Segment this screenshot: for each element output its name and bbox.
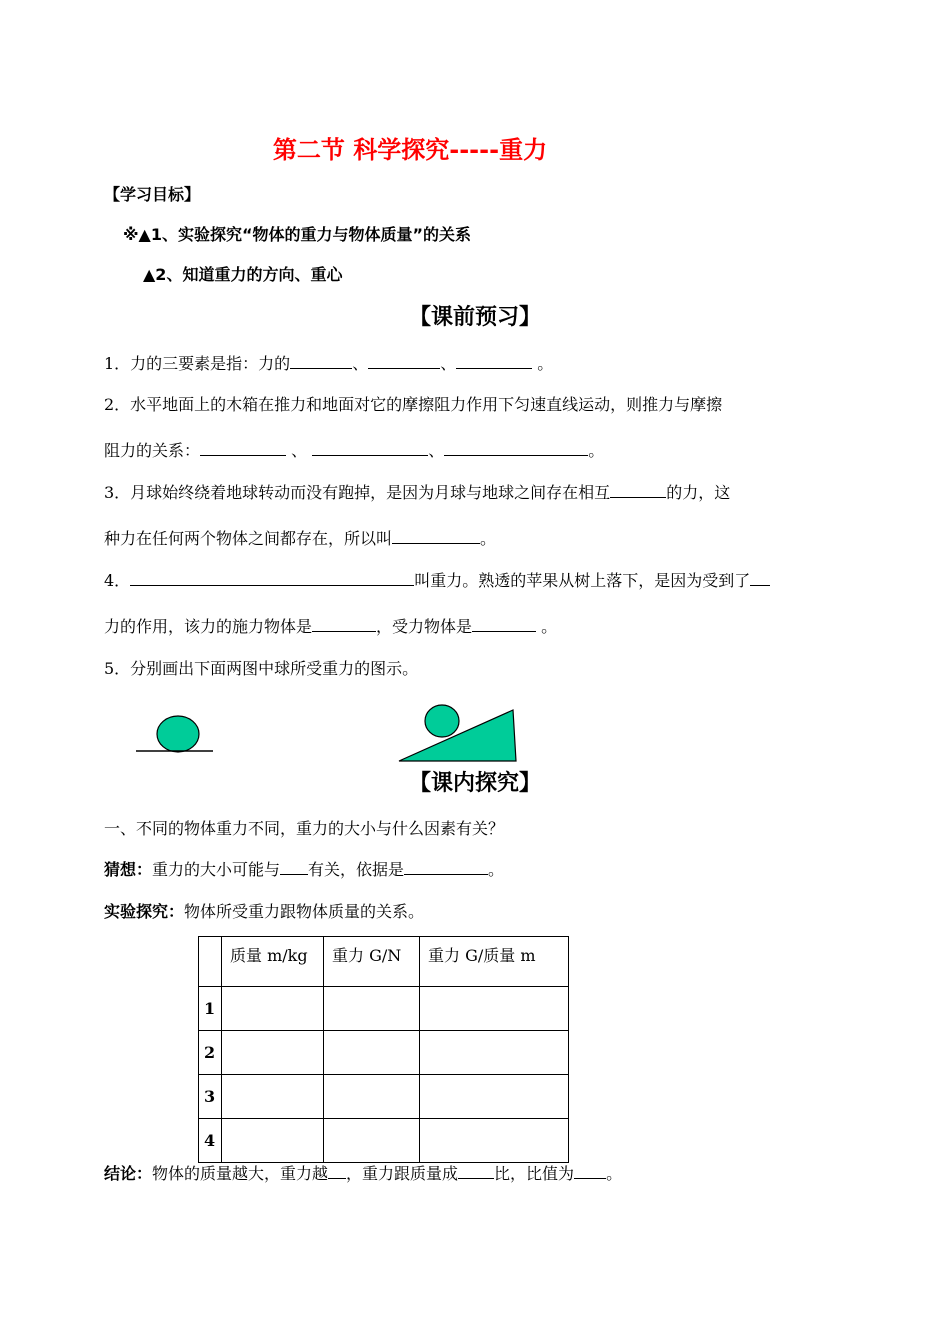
- ball-on-ground: [136, 716, 213, 752]
- blank[interactable]: [610, 481, 666, 498]
- conclusion-end: 。: [606, 1164, 623, 1183]
- blank[interactable]: [750, 569, 770, 586]
- row-number: 1: [199, 987, 222, 1031]
- preview-heading: 【课前预习】: [408, 305, 541, 330]
- q1-text: 1．力的三要素是指：力的: [104, 354, 291, 373]
- table-cell[interactable]: [420, 1075, 569, 1119]
- q3-text: 种力在任何两个物体之间都存在，所以叫: [104, 529, 393, 548]
- table-cell[interactable]: [420, 1119, 569, 1163]
- ball-icon: [157, 716, 199, 752]
- guess-text: 重力的大小可能与: [152, 860, 281, 879]
- question-2-line2: [104, 438, 604, 461]
- table-header-cell: 重力 G/N: [324, 937, 420, 987]
- table-cell[interactable]: [420, 1031, 569, 1075]
- table-cell[interactable]: [222, 1119, 324, 1163]
- objectives-heading: 【学习目标】: [104, 185, 201, 204]
- guess-line: [104, 857, 504, 880]
- blank[interactable]: [130, 569, 414, 586]
- conclusion-line: [104, 1161, 622, 1184]
- blank[interactable]: [328, 1162, 346, 1179]
- q4-text: ，受力物体是: [376, 617, 473, 636]
- guess-text: 有关，依据是: [308, 860, 405, 879]
- blank[interactable]: [312, 439, 428, 456]
- q1-sep: 、: [352, 354, 369, 373]
- q2-end: 。: [588, 441, 605, 460]
- blank[interactable]: [368, 352, 440, 369]
- q2-sep: 、: [286, 441, 308, 460]
- row-number: 3: [199, 1075, 222, 1119]
- ball-on-incline: [399, 705, 516, 761]
- table-header-cell: 质量 m/kg: [222, 937, 324, 987]
- table-cell[interactable]: [222, 1075, 324, 1119]
- experiment-label: 实验探究：: [104, 902, 185, 921]
- table-cell[interactable]: [222, 987, 324, 1031]
- blank[interactable]: [456, 352, 532, 369]
- table-row: [199, 987, 569, 1031]
- experiment-line: [104, 899, 424, 922]
- data-table: [198, 936, 569, 1163]
- question-2-line1: 2．水平地面上的木箱在推力和地面对它的摩擦阻力作用下匀速直线运动，则推力与摩擦: [104, 395, 723, 414]
- table-row: [199, 1119, 569, 1163]
- question-4-line1: [104, 568, 770, 591]
- conclusion-text: ，重力跟质量成: [346, 1164, 459, 1183]
- row-number: 2: [199, 1031, 222, 1075]
- blank[interactable]: [472, 615, 536, 632]
- q4-end: 。: [536, 617, 558, 636]
- table-header-cell: [199, 937, 222, 987]
- table-row: [199, 1075, 569, 1119]
- q3-text: 3．月球始终绕着地球转动而没有跑掉，是因为月球与地球之间存在相互: [104, 483, 611, 502]
- table-cell[interactable]: [324, 1031, 420, 1075]
- table-header-row: [199, 937, 569, 987]
- question-4-line2: [104, 614, 557, 637]
- q4-text: 叫重力。熟透的苹果从树上落下，是因为受到了: [414, 571, 751, 590]
- conclusion-text: 比，比值为: [494, 1164, 575, 1183]
- objective-item-1: ※▲1、实验探究“物体的重力与物体质量”的关系: [123, 225, 472, 244]
- table-cell[interactable]: [324, 987, 420, 1031]
- gravity-diagram: [130, 700, 550, 770]
- q2-sep: 、: [428, 441, 445, 460]
- page-title: 第二节 科学探究-----重力: [272, 136, 548, 164]
- q3-text: 的力，这: [666, 483, 731, 502]
- row-number: 4: [199, 1119, 222, 1163]
- conclusion-label: 结论：: [104, 1164, 153, 1183]
- q1-sep: 、: [440, 354, 457, 373]
- q4-text: 4．: [104, 571, 131, 590]
- inclass-heading: 【课内探究】: [408, 771, 541, 796]
- table-cell[interactable]: [420, 987, 569, 1031]
- guess-label: 猜想：: [104, 860, 153, 879]
- blank[interactable]: [392, 527, 480, 544]
- ball-icon: [425, 705, 459, 737]
- blank[interactable]: [280, 858, 308, 875]
- blank[interactable]: [312, 615, 376, 632]
- guess-end: 。: [488, 860, 505, 879]
- table-row: [199, 1031, 569, 1075]
- question-3-line2: [104, 526, 496, 549]
- experiment-text: 物体所受重力跟物体质量的关系。: [184, 902, 425, 921]
- q3-end: 。: [480, 529, 497, 548]
- question-3-line1: [104, 480, 730, 503]
- blank[interactable]: [404, 858, 488, 875]
- inclass-question-1: 一、不同的物体重力不同，重力的大小与什么因素有关？: [104, 819, 505, 838]
- q4-text: 力的作用，该力的施力物体是: [104, 617, 313, 636]
- blank[interactable]: [444, 439, 588, 456]
- blank[interactable]: [200, 439, 286, 456]
- table-cell[interactable]: [324, 1075, 420, 1119]
- question-5: 5．分别画出下面两图中球所受重力的图示。: [104, 659, 419, 678]
- table-header-cell: 重力 G/质量 m: [420, 937, 569, 987]
- question-1: [104, 351, 553, 374]
- conclusion-text: 物体的质量越大，重力越: [152, 1164, 329, 1183]
- table-cell[interactable]: [222, 1031, 324, 1075]
- blank[interactable]: [458, 1162, 494, 1179]
- blank[interactable]: [290, 352, 352, 369]
- objective-item-2: ▲2、知道重力的方向、重心: [143, 265, 343, 284]
- q1-end: 。: [532, 354, 554, 373]
- q2-text: 阻力的关系：: [104, 441, 201, 460]
- table-cell[interactable]: [324, 1119, 420, 1163]
- blank[interactable]: [574, 1162, 606, 1179]
